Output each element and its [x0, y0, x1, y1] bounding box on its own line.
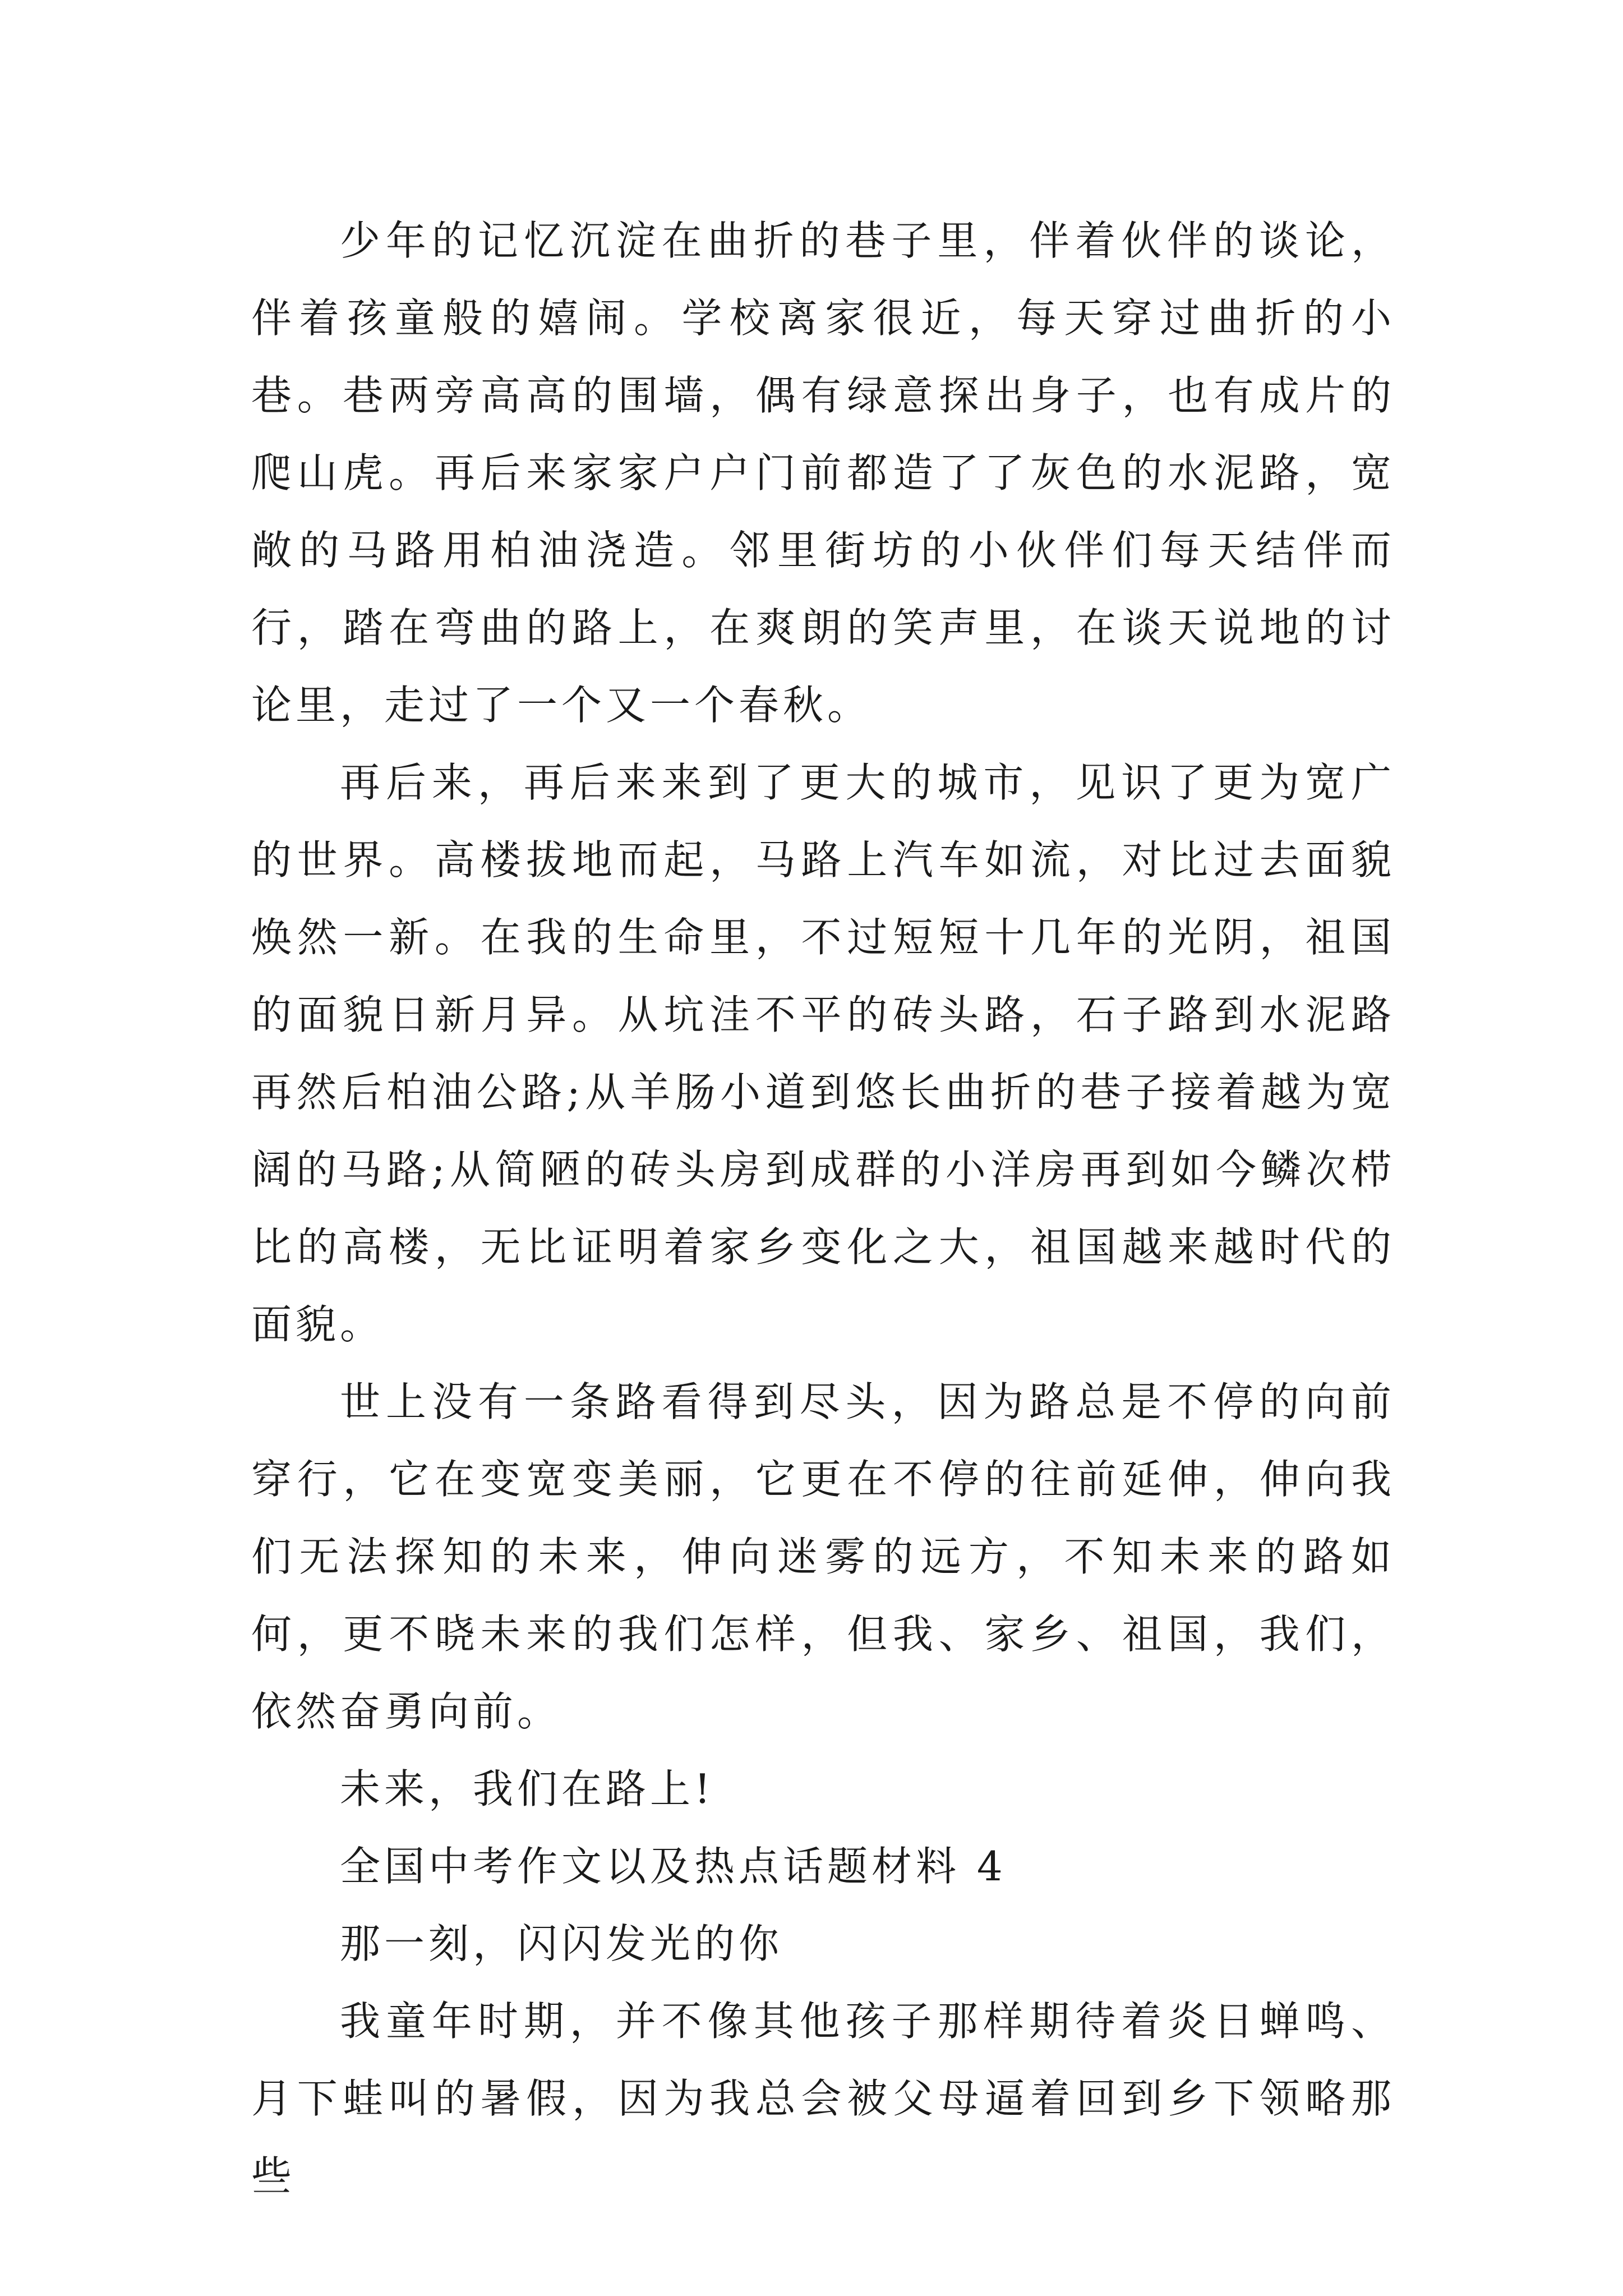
section-heading: 全国中考作文以及热点话题材料 4	[340, 1843, 1007, 1890]
paragraph-childhood-alley: 少年的记忆沉淀在曲折的巷子里，伴着伙伴的谈论，伴着孩童般的嬉闹。学校离家很近，每天穿过曲折的小巷。巷两旁高高的围墙，偶有绿意探出身子，也有成片的爬山虎。再后来家家户户门前都造了了灰色的水泥路，宽敞的马路用柏油浇造。邻里街坊的小伙伴们每天结伴而行，踏在弯曲的路上，在爽朗的笑声里，在谈天说地的讨论里，走过了一个又一个春秋。	[251, 217, 1395, 729]
paragraph-city-change: 再后来，再后来来到了更大的城市，见识了更为宽广的世界。高楼拔地而起，马路上汽车如流，对比过去面貌焕然一新。在我的生命里，不过短短十几年的光阴，祖国的面貌日新月异。从坑洼不平的砖头路，石子路到水泥路再然后柏油公路;从羊肠小道到悠长曲折的巷子接着越为宽阔的马路;从简陋的砖头房到成群的小洋房再到如今鳞次栉比的高楼，无比证明着家乡变化之大，祖国越来越时代的面貌。	[251, 759, 1395, 1348]
closing-line: 未来，我们在路上!	[340, 1765, 714, 1812]
document-body	[251, 202, 1395, 2215]
paragraph-summer-vacation: 我童年时期，并不像其他孩子那样期待着炎日蝉鸣、月下蛙叫的暑假，因为我总会被父母逼着回到乡下领略那些	[251, 1998, 1395, 2200]
paragraph-road-ahead: 世上没有一条路看得到尽头，因为路总是不停的向前穿行，它在变宽变美丽，它更在不停的往前延伸，伸向我们无法探知的未来，伸向迷雾的远方，不知未来的路如何，更不晓未来的我们怎样，但我、家乡、祖国，我们，依然奋勇向前。	[251, 1378, 1395, 1735]
essay-title: 那一刻，闪闪发光的你	[340, 1920, 783, 1967]
